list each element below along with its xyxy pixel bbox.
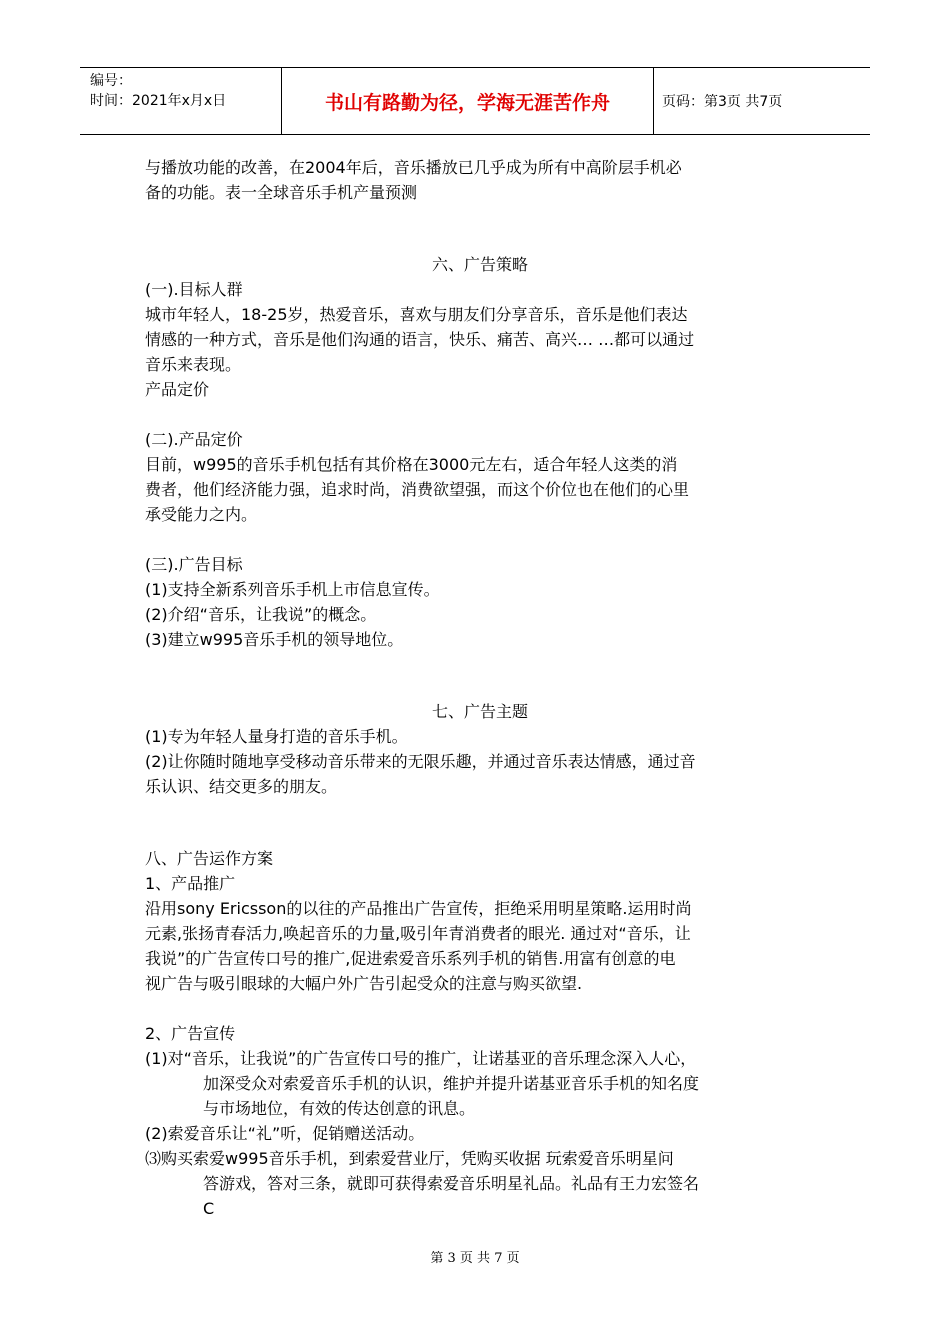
page-code: 页码：第3页 共7页 xyxy=(662,94,783,110)
paragraph-line: 音乐来表现。 xyxy=(145,355,242,374)
header-page-cell xyxy=(654,68,870,134)
paragraph-line: 费者，他们经济能力强，追求时尚，消费欲望强，而这个价位也在他们的心里 xyxy=(145,480,690,499)
list-item-continuation: C xyxy=(203,1199,215,1218)
page-footer: 第 3 页 共 7 页 xyxy=(430,1251,520,1266)
list-item: (1)对“音乐，让我说”的广告宣传口号的推广，让诺基亚的音乐理念深入人心， xyxy=(145,1049,697,1068)
paragraph-line: 城市年轻人，18-25岁，热爱音乐，喜欢与朋友们分享音乐，音乐是他们表达 xyxy=(145,305,688,324)
subsection-title: (三).广告目标 xyxy=(145,555,243,574)
paragraph-line: 沿用sony Ericsson的以往的产品推出广告宣传，拒绝采用明星策略.运用时尚 xyxy=(145,899,692,918)
subsection-title: (二).产品定价 xyxy=(145,430,243,449)
section-heading-6: 六、广告策略 xyxy=(431,255,528,274)
number-label: 编号： xyxy=(90,73,132,89)
paragraph-line: 视广告与吸引眼球的大幅户外广告引起受众的注意与购买欲望. xyxy=(145,974,583,993)
intro-line: 备的功能。表一全球音乐手机产量预测 xyxy=(145,183,418,202)
paragraph-line: 目前，w995的音乐手机包括有其价格在3000元左右，适合年轻人这类的消 xyxy=(145,455,678,474)
list-item: (2)介绍“音乐，让我说”的概念。 xyxy=(145,605,377,624)
subsection-title: 1、产品推广 xyxy=(145,874,236,893)
list-item: (2)索爱音乐让“礼”听，促销赠送活动。 xyxy=(145,1124,425,1143)
subsection-title: 2、广告宣传 xyxy=(145,1024,236,1043)
section-heading-7: 七、广告主题 xyxy=(431,702,528,721)
list-item: (1)支持全新系列音乐手机上市信息宣传。 xyxy=(145,580,440,599)
header-left-cell xyxy=(80,68,282,134)
list-item: (3)建立w995音乐手机的领导地位。 xyxy=(145,630,404,649)
paragraph-line: 情感的一种方式，音乐是他们沟通的语言，快乐、痛苦、高兴… …都可以通过 xyxy=(145,330,695,349)
subsection-title: (一).目标人群 xyxy=(145,280,243,299)
document-body xyxy=(145,155,815,1221)
list-item: 乐认识、结交更多的朋友。 xyxy=(145,777,338,796)
list-item: (1)专为年轻人量身打造的音乐手机。 xyxy=(145,727,408,746)
list-item: (2)让你随时随地享受移动音乐带来的无限乐趣，并通过音乐表达情感，通过音 xyxy=(145,752,696,771)
time-label: 时间：2021年x月x日 xyxy=(90,93,227,109)
intro-line: 与播放功能的改善，在2004年后，音乐播放已几乎成为所有中高阶层手机必 xyxy=(145,158,682,177)
page-header xyxy=(80,67,870,135)
motto-text: 书山有路勤为径，学海无涯苦作舟 xyxy=(324,91,610,114)
list-item: ⑶购买索爱w995音乐手机，到索爱营业厅，凭购买收据 玩索爱音乐明星问 xyxy=(145,1149,674,1168)
paragraph-line: 产品定价 xyxy=(145,380,210,399)
paragraph-line: 元素,张扬青春活力,唤起音乐的力量,吸引年青消费者的眼光. 通过对“音乐，让 xyxy=(145,924,691,943)
list-item-continuation: 与市场地位，有效的传达创意的讯息。 xyxy=(203,1099,476,1118)
paragraph-line: 承受能力之内。 xyxy=(145,505,258,524)
paragraph-line: 我说”的广告宣传口号的推广,促进索爱音乐系列手机的销售.用富有创意的电 xyxy=(145,949,676,968)
list-item-continuation: 答游戏，答对三条，就即可获得索爱音乐明星礼品。礼品有王力宏签名 xyxy=(203,1174,700,1193)
section-heading-8: 八、广告运作方案 xyxy=(145,849,274,868)
list-item-continuation: 加深受众对索爱音乐手机的认识，维护并提升诺基亚音乐手机的知名度 xyxy=(203,1074,700,1093)
header-motto-cell xyxy=(282,68,654,134)
